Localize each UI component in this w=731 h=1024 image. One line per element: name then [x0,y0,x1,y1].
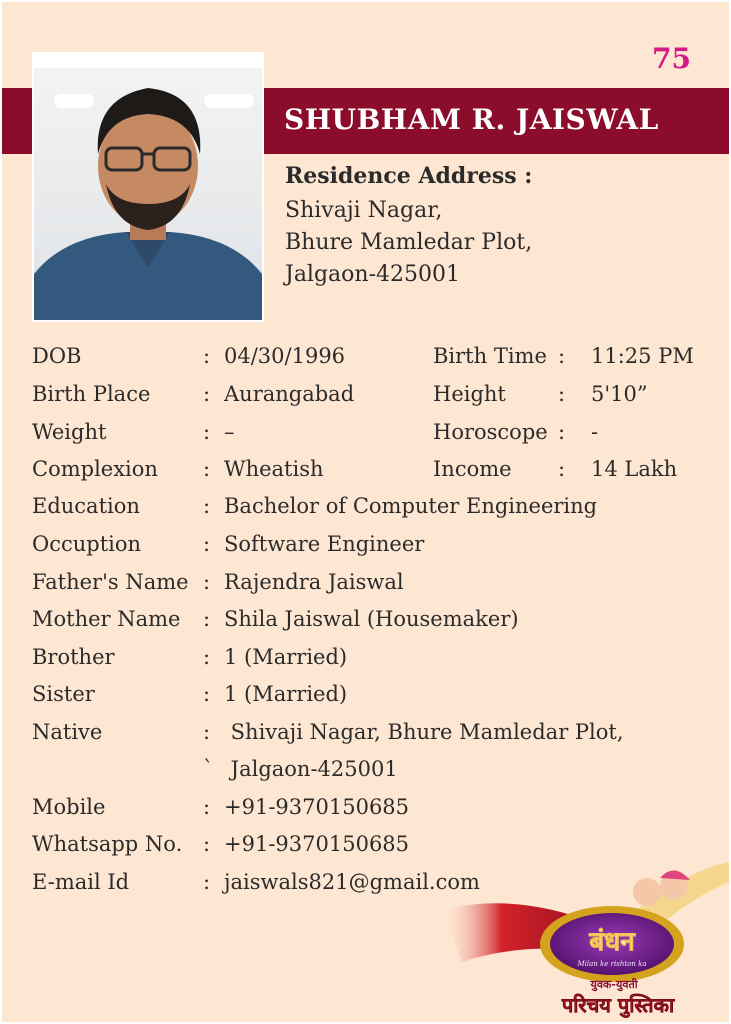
detail-value: Software Engineer [224,532,425,556]
detail-row-native-continued [2,757,729,793]
detail-row-weight [2,420,729,456]
separator: : [203,344,211,368]
detail-label: Income [433,457,512,481]
separator: : [203,870,211,894]
logo-subtitle: युवक-युवती [590,978,638,991]
logo-title: बंधन [589,927,635,957]
detail-label: Whatsapp No. [32,832,183,856]
separator: : [203,532,211,556]
detail-label: Mother Name [32,607,181,631]
separator: : [558,457,566,481]
separator: : [558,382,566,406]
profile-name: SHUBHAM R. JAISWAL [284,103,659,136]
detail-value: – [224,420,235,444]
detail-value: 11:25 PM [591,344,694,368]
detail-row-mother-name [2,607,729,643]
detail-value: Shivaji Nagar, Bhure Mamledar Plot, [224,720,624,744]
address-label: Residence Address : [285,163,533,189]
logo-footer: परिचय पुस्तिका [561,993,675,1017]
detail-row-mobile [2,795,729,831]
separator: : [203,682,211,706]
detail-row-education [2,494,729,530]
detail-label: Height [433,382,506,406]
detail-row-sister [2,682,729,718]
detail-label: DOB [32,344,82,368]
separator: : [203,832,211,856]
detail-value: +91-9370150685 [224,832,410,856]
separator: : [203,795,211,819]
separator: ` [203,757,214,781]
detail-value: 1 (Married) [224,645,348,669]
detail-label: Native [32,720,103,744]
detail-value: - [591,420,599,444]
address-line-2: Bhure Mamledar Plot, [285,230,533,255]
detail-value: 04/30/1996 [224,344,346,368]
separator: : [203,720,211,744]
separator: : [203,382,211,406]
detail-label: Horoscope [433,420,548,444]
detail-label: E-mail Id [32,870,130,894]
detail-label: Brother [32,645,115,669]
detail-row-complexion [2,457,729,493]
detail-row-brother [2,645,729,681]
detail-label: Education [32,494,140,518]
detail-row-dob [2,344,729,380]
detail-label: Complexion [32,457,158,481]
detail-row-native [2,720,729,756]
detail-label: Weight [32,420,107,444]
separator: : [558,344,566,368]
detail-value: Shila Jaiswal (Housemaker) [224,607,519,631]
detail-value: Rajendra Jaiswal [224,570,404,594]
separator: : [203,457,211,481]
address-line-3: Jalgaon-425001 [285,262,461,287]
separator: : [203,420,211,444]
detail-value: 5'10” [591,382,648,406]
detail-value: jaiswals821@gmail.com [224,870,480,894]
detail-label: Occuption [32,532,142,556]
detail-label: Birth Time [433,344,547,368]
separator: : [203,494,211,518]
detail-value: 1 (Married) [224,682,348,706]
detail-value: +91-9370150685 [224,795,410,819]
couple-illustration [633,878,661,906]
page-number: 75 [652,42,691,75]
detail-label: Sister [32,682,95,706]
address-line-1: Shivaji Nagar, [285,198,443,223]
detail-label: Mobile [32,795,106,819]
separator: : [203,570,211,594]
profile-card [2,2,729,1022]
detail-row-birth-place [2,382,729,418]
logo-tagline: Milan ke rishton ka [577,960,647,968]
detail-value: Wheatish [224,457,324,481]
detail-value: 14 Lakh [591,457,678,481]
separator: : [203,645,211,669]
profile-photo [32,52,264,322]
bandhan-logo [442,852,729,1022]
detail-value: Jalgaon-425001 [224,757,398,781]
separator: : [558,420,566,444]
profile-photo-image [34,54,262,320]
detail-label: Birth Place [32,382,151,406]
detail-value: Aurangabad [224,382,355,406]
detail-row-father-name [2,570,729,606]
separator: : [203,607,211,631]
detail-row-occupation [2,532,729,568]
detail-value: Bachelor of Computer Engineering [224,494,598,518]
detail-label: Father's Name [32,570,189,594]
